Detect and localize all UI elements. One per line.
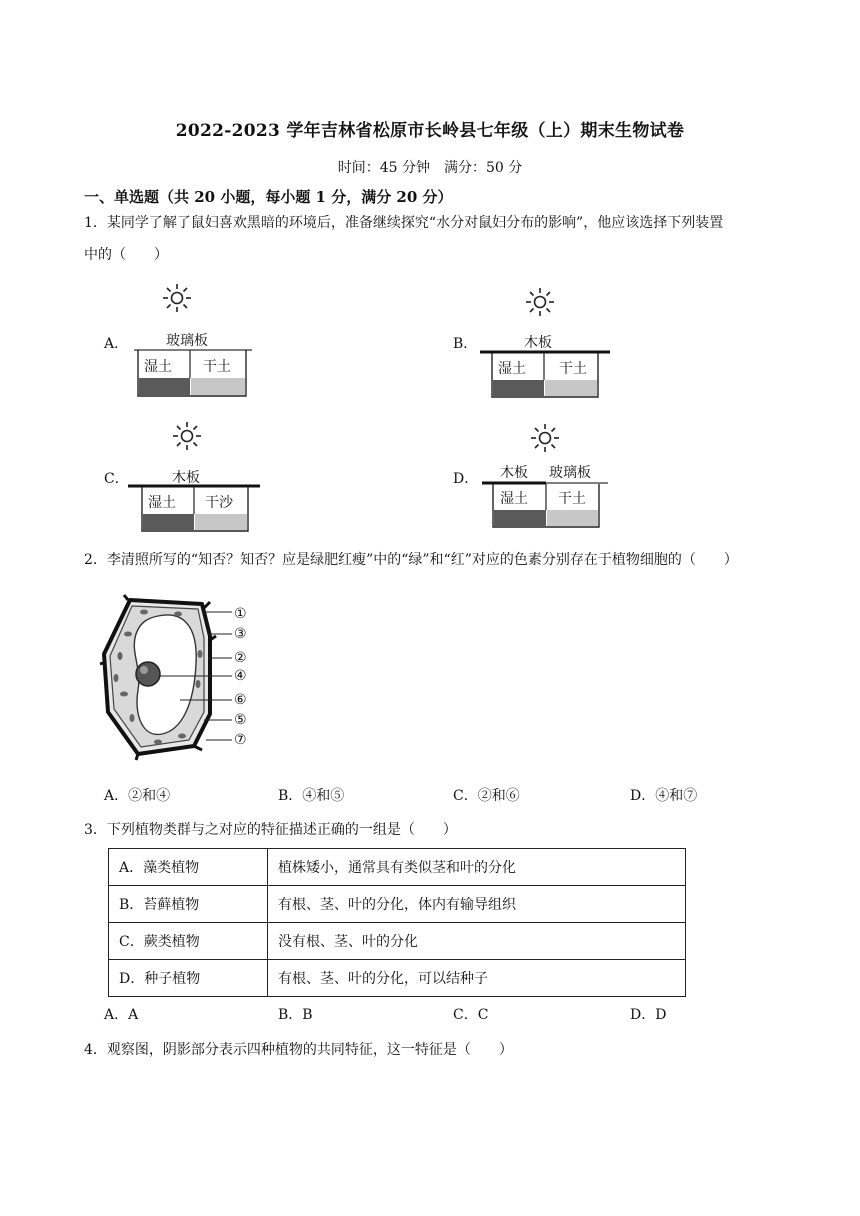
q2-option-a: A．②和④	[104, 788, 171, 804]
q3-text: 3．下列植物类群与之对应的特征描述正确的一组是（ ）	[84, 822, 457, 838]
q1-d-cover-right-label: 玻璃板	[549, 465, 591, 481]
table-cell: 植株矮小，通常具有类似茎和叶的分化	[268, 849, 686, 886]
q3-option-c: C．C	[453, 1007, 489, 1023]
q3-option-d: D．D	[630, 1007, 667, 1023]
q1-option-c-letter: C．	[104, 471, 129, 487]
q1-b-cover-label: 木板	[524, 335, 552, 351]
q2-option-b: B．④和⑤	[278, 788, 345, 804]
sun-icon	[530, 423, 560, 453]
q1-c-right-label: 干沙	[205, 495, 233, 511]
q1-option-b-letter: B．	[453, 336, 478, 352]
q1-d-right-label: 干土	[558, 491, 586, 507]
exam-meta: 时间：45 分钟 满分：50 分	[337, 160, 523, 176]
cell-label-2: ②	[234, 650, 247, 666]
table-cell: 有根、茎、叶的分化，可以结种子	[268, 960, 686, 997]
cell-label-3: ③	[234, 626, 247, 642]
table-cell: C．蕨类植物	[109, 923, 268, 960]
q1-option-d-letter: D．	[453, 471, 479, 487]
cell-label-4: ④	[234, 668, 247, 684]
q3-table	[108, 848, 686, 997]
q1-b-right-label: 干土	[559, 361, 587, 377]
q1-c-cover-label: 木板	[172, 470, 200, 486]
table-row	[109, 886, 686, 923]
q1-a-left-label: 湿土	[144, 359, 172, 375]
table-cell: D．种子植物	[109, 960, 268, 997]
q3-option-b: B．B	[278, 1007, 313, 1023]
table-row	[109, 960, 686, 997]
table-cell: 有根、茎、叶的分化，体内有输导组织	[268, 886, 686, 923]
cell-label-leaders	[150, 606, 240, 754]
sun-icon	[162, 283, 192, 313]
sun-icon	[525, 287, 555, 317]
cell-label-7: ⑦	[234, 732, 247, 748]
q1-option-a-letter: A．	[104, 336, 129, 352]
table-row	[109, 923, 686, 960]
table-row	[109, 849, 686, 886]
q1-d-cover-left-label: 木板	[500, 465, 528, 481]
q1-text-line1: 1．某同学了解了鼠妇喜欢黑暗的环境后，准备继续探究“水分对鼠妇分布的影响”，他应该选择下列装置	[84, 215, 724, 231]
q2-option-d: D．④和⑦	[630, 788, 698, 804]
q1-text-line2: 中的（ ）	[84, 247, 168, 263]
table-cell: B．苔藓植物	[109, 886, 268, 923]
table-cell: A．藻类植物	[109, 849, 268, 886]
q3-option-a: A．A	[104, 1007, 139, 1023]
cell-label-5: ⑤	[234, 712, 247, 728]
q1-b-left-label: 湿土	[498, 361, 526, 377]
section-heading: 一、单选题（共 20 小题，每小题 1 分，满分 20 分）	[84, 188, 453, 206]
q1-d-left-label: 湿土	[500, 491, 528, 507]
q1-a-cover-label: 玻璃板	[166, 333, 208, 349]
q1-a-right-label: 干土	[203, 359, 231, 375]
table-cell: 没有根、茎、叶的分化	[268, 923, 686, 960]
cell-label-1: ①	[234, 606, 247, 622]
q2-text: 2．李清照所写的“知否？知否？应是绿肥红瘦”中的“绿”和“红”对应的色素分别存在于植物细胞的（ ）	[84, 552, 738, 568]
q2-option-c: C．②和⑥	[453, 788, 520, 804]
page-title: 2022-2023 学年吉林省松原市长岭县七年级（上）期末生物试卷	[175, 121, 685, 141]
cell-label-6: ⑥	[234, 692, 247, 708]
sun-icon	[172, 421, 202, 451]
q4-text: 4．观察图，阴影部分表示四种植物的共同特征，这一特征是（ ）	[84, 1042, 513, 1058]
q1-c-left-label: 湿土	[148, 495, 176, 511]
